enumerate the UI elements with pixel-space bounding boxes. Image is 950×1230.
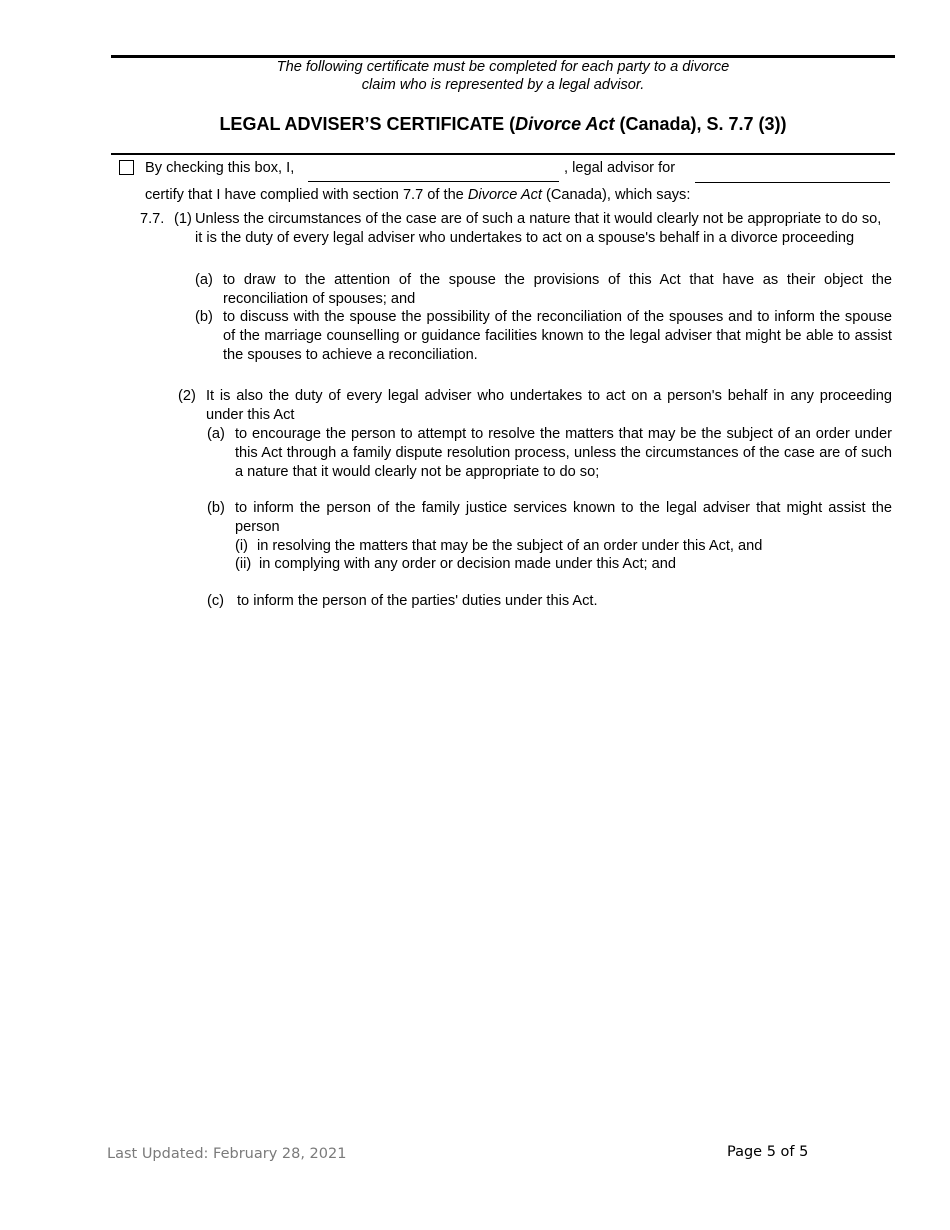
adviser-name-field[interactable] <box>308 160 559 182</box>
title-act: Divorce Act <box>515 114 615 134</box>
sub2-b-i-text: in resolving the matters that may be the subject of an order under this Act, and <box>257 538 763 554</box>
checkbox-label: By checking this box, I, <box>145 160 295 176</box>
sub1-b-label: (b) <box>195 309 213 325</box>
intro-line-2: claim who is represented by a legal advisor. <box>361 77 645 93</box>
sub2-c-label: (c) <box>207 593 225 609</box>
sub2-a-label: (a) <box>207 426 225 442</box>
title-rule <box>111 153 895 155</box>
sub1-b-text: to discuss with the spouse the possibility of the reconciliation of the spouses and to inform the spouse of the marriage counselling or guidance facilities known to the legal adviser that might be able to assist the spouses to achieve a reconciliation. <box>223 309 892 363</box>
certify-checkbox[interactable] <box>119 160 134 175</box>
sub1-a-label: (a) <box>195 272 213 288</box>
legal-advisor-for-label: , legal advisor for <box>564 160 676 176</box>
intro-line-1: The following certificate must be completed for each party to a divorce <box>276 59 730 75</box>
party-name-field[interactable] <box>695 160 890 183</box>
last-updated: Last Updated: February 28, 2021 <box>107 1146 347 1162</box>
sub1-text: Unless the circumstances of the case are of such a nature that it would clearly not be appropriate to do so, it is the duty of every legal adviser who undertakes to act on a spouse's behalf in a divorce proceeding <box>195 211 882 246</box>
certify-suffix: (Canada), which says: <box>541 187 691 203</box>
title-suffix: (Canada), S. 7.7 (3)) <box>614 114 787 134</box>
sub2-label: (2) <box>178 388 196 404</box>
section-number: 7.7. <box>140 211 165 227</box>
certify-prefix: certify that I have complied with section 7.7 of the <box>145 187 468 203</box>
sub2-b-label: (b) <box>207 500 225 516</box>
title-prefix: LEGAL ADVISER’S CERTIFICATE ( <box>219 114 516 134</box>
sub2-b-ii-text: in complying with any order or decision made under this Act; and <box>259 556 676 572</box>
sub2-c-text: to inform the person of the parties' duties under this Act. <box>237 593 598 609</box>
certificate-title <box>60 112 946 136</box>
certify-statement <box>145 186 690 204</box>
sub2-b-i-label: (i) <box>235 538 248 554</box>
page-number: Page 5 of 5 <box>727 1144 809 1160</box>
sub2-text: It is also the duty of every legal adviser who undertakes to act on a person's behalf in any proceeding under this Act <box>206 388 892 423</box>
certify-act: Divorce Act <box>467 187 542 203</box>
sub1-label: (1) <box>174 211 192 227</box>
sub1-a-text: to draw to the attention of the spouse the provisions of this Act that have as their object the reconciliation of spouses; and <box>223 272 892 307</box>
sub2-b-text: to inform the person of the family justice services known to the legal adviser that might assist the person <box>235 500 892 535</box>
sub2-b-ii-label: (ii) <box>235 556 252 572</box>
sub2-a-text: to encourage the person to attempt to resolve the matters that may be the subject of an order under this Act through a family dispute resolution process, unless the circumstances of the case are of such a nature that it would clearly not be appropriate to do so; <box>235 426 892 480</box>
